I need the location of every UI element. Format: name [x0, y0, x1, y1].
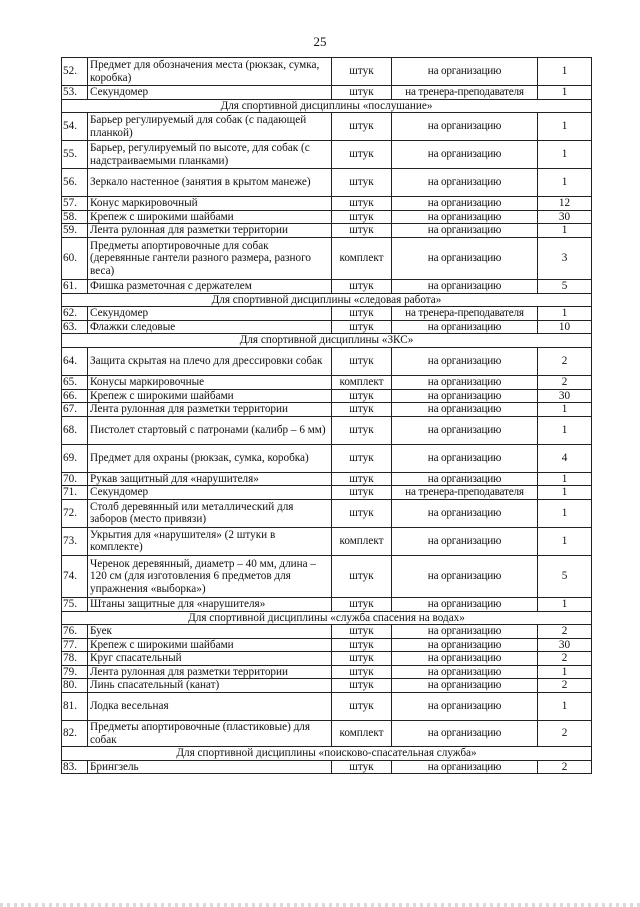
table-row	[62, 665, 592, 679]
section-header-row	[62, 611, 592, 625]
item-quantity: 2	[538, 760, 592, 774]
item-quantity: 1	[538, 58, 592, 86]
row-number: 75.	[62, 597, 88, 611]
table-row	[62, 625, 592, 639]
item-name: Лента рулонная для разметки территории	[88, 403, 332, 417]
item-name: Крепеж с широкими шайбами	[88, 210, 332, 224]
table-row	[62, 760, 592, 774]
section-title: Для спортивной дисциплины «служба спасения на водах»	[62, 611, 592, 625]
item-unit: штук	[332, 760, 392, 774]
row-number: 77.	[62, 638, 88, 652]
table-row	[62, 169, 592, 197]
row-number: 60.	[62, 237, 88, 279]
item-unit: штук	[332, 347, 392, 375]
section-header-row	[62, 747, 592, 761]
item-basis: на организацию	[392, 416, 538, 444]
table-row	[62, 555, 592, 597]
item-name: Секундомер	[88, 86, 332, 100]
table-row	[62, 638, 592, 652]
table-row	[62, 693, 592, 721]
item-unit: комплект	[332, 237, 392, 279]
section-header-row	[62, 99, 592, 113]
table-row	[62, 597, 592, 611]
row-number: 62.	[62, 307, 88, 321]
item-name: Линь спасательный (канат)	[88, 679, 332, 693]
item-quantity: 2	[538, 652, 592, 666]
row-number: 63.	[62, 320, 88, 334]
table-row	[62, 237, 592, 279]
item-basis: на тренера-преподавателя	[392, 307, 538, 321]
item-basis: на организацию	[392, 113, 538, 141]
table-row	[62, 499, 592, 527]
table-row	[62, 197, 592, 211]
item-quantity: 30	[538, 210, 592, 224]
row-number: 52.	[62, 58, 88, 86]
item-unit: штук	[332, 58, 392, 86]
item-basis: на организацию	[392, 169, 538, 197]
item-quantity: 30	[538, 389, 592, 403]
item-unit: штук	[332, 320, 392, 334]
item-quantity: 5	[538, 279, 592, 293]
item-unit: комплект	[332, 721, 392, 747]
item-quantity: 2	[538, 347, 592, 375]
item-unit: штук	[332, 141, 392, 169]
item-unit: штук	[332, 499, 392, 527]
item-quantity: 12	[538, 197, 592, 211]
item-name: Фишка разметочная с держателем	[88, 279, 332, 293]
item-unit: штук	[332, 625, 392, 639]
item-quantity: 1	[538, 416, 592, 444]
item-quantity: 30	[538, 638, 592, 652]
item-name: Барьер регулируемый для собак (с падающей планкой)	[88, 113, 332, 141]
row-number: 66.	[62, 389, 88, 403]
item-name: Лента рулонная для разметки территории	[88, 224, 332, 238]
item-unit: штук	[332, 472, 392, 486]
table-row	[62, 307, 592, 321]
row-number: 53.	[62, 86, 88, 100]
item-name: Секундомер	[88, 486, 332, 500]
item-name: Барьер, регулируемый по высоте, для собак (с надстраиваемыми планками)	[88, 141, 332, 169]
item-basis: на организацию	[392, 237, 538, 279]
item-quantity: 2	[538, 625, 592, 639]
item-unit: штук	[332, 555, 392, 597]
row-number: 79.	[62, 665, 88, 679]
item-basis: на организацию	[392, 638, 538, 652]
item-unit: штук	[332, 679, 392, 693]
section-title: Для спортивной дисциплины «послушание»	[62, 99, 592, 113]
table-row	[62, 113, 592, 141]
item-unit: штук	[332, 169, 392, 197]
item-basis: на организацию	[392, 403, 538, 417]
item-basis: на организацию	[392, 375, 538, 389]
table-row	[62, 486, 592, 500]
item-unit: комплект	[332, 527, 392, 555]
row-number: 56.	[62, 169, 88, 197]
equipment-table	[61, 57, 592, 774]
row-number: 73.	[62, 527, 88, 555]
table-row	[62, 86, 592, 100]
table-row	[62, 403, 592, 417]
table-row	[62, 679, 592, 693]
table-row	[62, 224, 592, 238]
item-basis: на организацию	[392, 527, 538, 555]
table-row	[62, 527, 592, 555]
item-basis: на организацию	[392, 444, 538, 472]
row-number: 72.	[62, 499, 88, 527]
row-number: 82.	[62, 721, 88, 747]
item-quantity: 1	[538, 169, 592, 197]
item-quantity: 1	[538, 597, 592, 611]
item-quantity: 1	[538, 486, 592, 500]
page-number: 25	[313, 34, 327, 49]
item-unit: штук	[332, 210, 392, 224]
row-number: 64.	[62, 347, 88, 375]
item-name: Предмет для обозначения места (рюкзак, сумка, коробка)	[88, 58, 332, 86]
item-unit: штук	[332, 486, 392, 500]
item-quantity: 10	[538, 320, 592, 334]
section-header-row	[62, 334, 592, 348]
row-number: 65.	[62, 375, 88, 389]
item-name: Пистолет стартовый с патронами (калибр – 6 мм)	[88, 416, 332, 444]
row-number: 61.	[62, 279, 88, 293]
item-basis: на организацию	[392, 625, 538, 639]
table-row	[62, 58, 592, 86]
item-quantity: 1	[538, 665, 592, 679]
item-unit: штук	[332, 597, 392, 611]
item-basis: на организацию	[392, 472, 538, 486]
item-name: Защита скрытая на плечо для дрессировки собак	[88, 347, 332, 375]
item-name: Флажки следовые	[88, 320, 332, 334]
item-quantity: 2	[538, 721, 592, 747]
item-name: Предметы апортировочные для собак (деревянные гантели разного размера, разного веса)	[88, 237, 332, 279]
row-number: 70.	[62, 472, 88, 486]
item-unit: штук	[332, 665, 392, 679]
item-basis: на организацию	[392, 224, 538, 238]
item-basis: на организацию	[392, 499, 538, 527]
item-name: Крепеж с широкими шайбами	[88, 638, 332, 652]
item-name: Буек	[88, 625, 332, 639]
item-quantity: 1	[538, 693, 592, 721]
item-quantity: 1	[538, 307, 592, 321]
row-number: 54.	[62, 113, 88, 141]
item-name: Укрытия для «нарушителя» (2 штуки в комплекте)	[88, 527, 332, 555]
item-basis: на организацию	[392, 597, 538, 611]
item-basis: на тренера-преподавателя	[392, 86, 538, 100]
table-row	[62, 141, 592, 169]
item-name: Круг спасательный	[88, 652, 332, 666]
section-header-row	[62, 293, 592, 307]
item-unit: штук	[332, 197, 392, 211]
item-basis: на организацию	[392, 679, 538, 693]
item-name: Секундомер	[88, 307, 332, 321]
item-basis: на организацию	[392, 760, 538, 774]
row-number: 76.	[62, 625, 88, 639]
item-unit: штук	[332, 444, 392, 472]
scan-edge-noise	[0, 903, 640, 907]
equipment-table-body	[62, 58, 592, 774]
item-name: Брингзель	[88, 760, 332, 774]
item-name: Конус маркировочный	[88, 197, 332, 211]
item-name: Лента рулонная для разметки территории	[88, 665, 332, 679]
item-name: Лодка весельная	[88, 693, 332, 721]
row-number: 57.	[62, 197, 88, 211]
item-name: Крепеж с широкими шайбами	[88, 389, 332, 403]
row-number: 67.	[62, 403, 88, 417]
table-row	[62, 279, 592, 293]
item-basis: на организацию	[392, 320, 538, 334]
table-row	[62, 416, 592, 444]
row-number: 68.	[62, 416, 88, 444]
item-unit: комплект	[332, 375, 392, 389]
item-quantity: 1	[538, 403, 592, 417]
item-quantity: 1	[538, 499, 592, 527]
item-unit: штук	[332, 652, 392, 666]
table-row	[62, 375, 592, 389]
row-number: 78.	[62, 652, 88, 666]
item-name: Черенок деревянный, диаметр – 40 мм, длина – 120 см (для изготовления 6 предметов для упражнения «выборка»)	[88, 555, 332, 597]
item-quantity: 1	[538, 224, 592, 238]
row-number: 80.	[62, 679, 88, 693]
item-basis: на организацию	[392, 210, 538, 224]
item-basis: на организацию	[392, 389, 538, 403]
item-name: Рукав защитный для «нарушителя»	[88, 472, 332, 486]
row-number: 59.	[62, 224, 88, 238]
item-quantity: 5	[538, 555, 592, 597]
item-name: Зеркало настенное (занятия в крытом манеже)	[88, 169, 332, 197]
item-quantity: 1	[538, 141, 592, 169]
item-basis: на организацию	[392, 652, 538, 666]
item-basis: на организацию	[392, 721, 538, 747]
item-quantity: 1	[538, 113, 592, 141]
item-quantity: 1	[538, 472, 592, 486]
row-number: 81.	[62, 693, 88, 721]
row-number: 69.	[62, 444, 88, 472]
item-basis: на организацию	[392, 665, 538, 679]
item-basis: на организацию	[392, 141, 538, 169]
section-title: Для спортивной дисциплины «ЗКС»	[62, 334, 592, 348]
item-quantity: 2	[538, 679, 592, 693]
item-quantity: 1	[538, 527, 592, 555]
item-name: Предмет для охраны (рюкзак, сумка, коробка)	[88, 444, 332, 472]
item-basis: на организацию	[392, 347, 538, 375]
table-row	[62, 210, 592, 224]
table-row	[62, 347, 592, 375]
item-unit: штук	[332, 389, 392, 403]
item-name: Предметы апортировочные (пластиковые) для собак	[88, 721, 332, 747]
row-number: 83.	[62, 760, 88, 774]
row-number: 55.	[62, 141, 88, 169]
item-basis: на организацию	[392, 279, 538, 293]
item-quantity: 2	[538, 375, 592, 389]
row-number: 74.	[62, 555, 88, 597]
section-title: Для спортивной дисциплины «поисково-спасательная служба»	[62, 747, 592, 761]
item-name: Штаны защитные для «нарушителя»	[88, 597, 332, 611]
table-row	[62, 652, 592, 666]
item-unit: штук	[332, 403, 392, 417]
item-quantity: 1	[538, 86, 592, 100]
item-unit: штук	[332, 279, 392, 293]
item-name: Конусы маркировочные	[88, 375, 332, 389]
table-row	[62, 444, 592, 472]
item-unit: штук	[332, 113, 392, 141]
section-title: Для спортивной дисциплины «следовая работа»	[62, 293, 592, 307]
item-basis: на организацию	[392, 555, 538, 597]
item-unit: штук	[332, 693, 392, 721]
item-basis: на организацию	[392, 197, 538, 211]
item-basis: на организацию	[392, 693, 538, 721]
item-unit: штук	[332, 86, 392, 100]
table-row	[62, 320, 592, 334]
table-row	[62, 721, 592, 747]
row-number: 58.	[62, 210, 88, 224]
item-basis: на организацию	[392, 58, 538, 86]
item-name: Столб деревянный или металлический для заборов (место привязи)	[88, 499, 332, 527]
item-unit: штук	[332, 638, 392, 652]
table-row	[62, 472, 592, 486]
item-unit: штук	[332, 307, 392, 321]
item-basis: на тренера-преподавателя	[392, 486, 538, 500]
item-quantity: 4	[538, 444, 592, 472]
table-row	[62, 389, 592, 403]
item-quantity: 3	[538, 237, 592, 279]
row-number: 71.	[62, 486, 88, 500]
item-unit: штук	[332, 416, 392, 444]
item-unit: штук	[332, 224, 392, 238]
